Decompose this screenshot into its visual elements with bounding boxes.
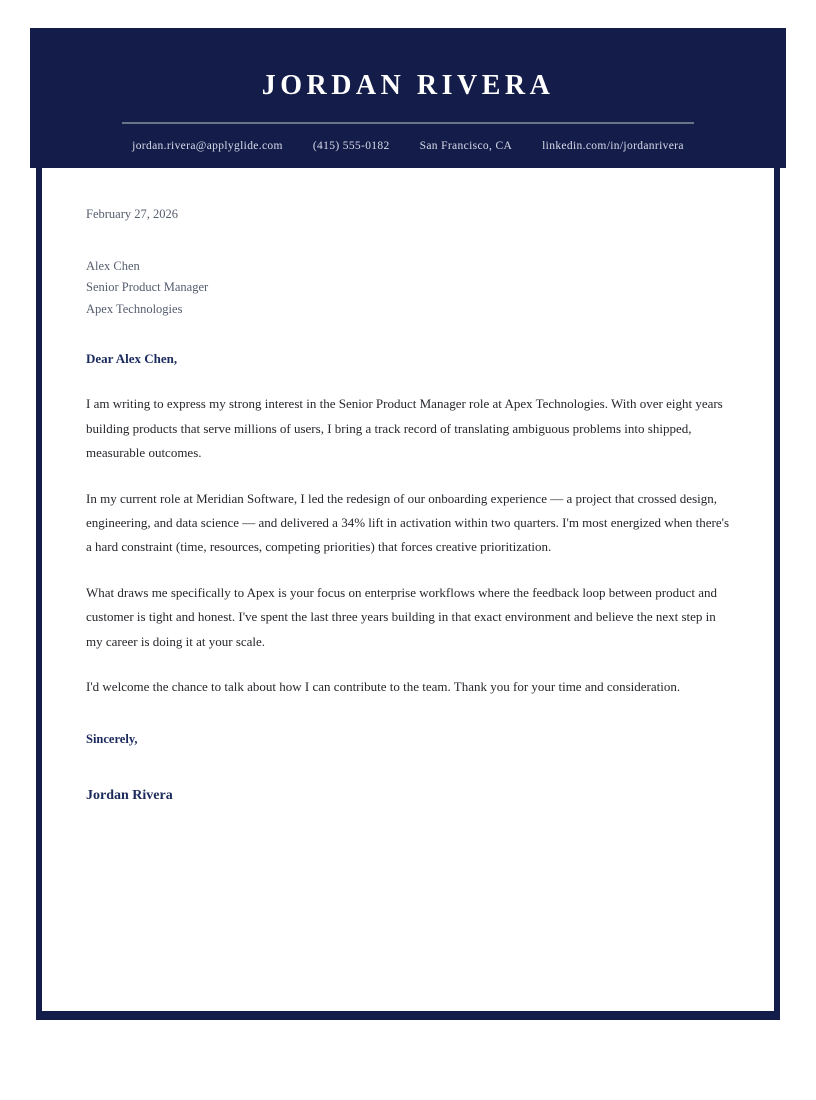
header-divider bbox=[122, 122, 694, 124]
body-paragraph-1: I am writing to express my strong interest in the Senior Product Manager role at Apex Technologies. With over eight years building products that serve millions of users, I bring a track record of translating ambiguous problems into shipped, measurable outcomes. bbox=[86, 396, 723, 461]
contact-phone[interactable]: (415) 555-0182 bbox=[312, 140, 390, 152]
body-paragraph-2: In my current role at Meridian Software, I led the redesign of our onboarding experience — a project that crossed design, engineering, and data science — and delivered a 34% lift in activation within two quarters. I'm most energized when there's a hard constraint (time, resources, competing priorities) that forces creative prioritization. bbox=[86, 490, 730, 555]
contact-linkedin[interactable]: linkedin.com/in/jordanrivera bbox=[542, 140, 684, 152]
contact-location: San Francisco, CA bbox=[419, 140, 513, 152]
recipient-title: Senior Product Manager bbox=[86, 280, 209, 294]
body-paragraph-3: What draws me specifically to Apex is your focus on enterprise workflows where the feedback loop between product and customer is tight and honest. I've spent the last three years building in that exact environment and believe the next step in my career is doing it at your scale. bbox=[86, 584, 718, 649]
letter-header bbox=[30, 28, 786, 168]
signature-name: Jordan Rivera bbox=[86, 788, 173, 804]
candidate-name: JORDAN RIVERA bbox=[261, 70, 555, 101]
recipient-company: Apex Technologies bbox=[86, 301, 183, 316]
salutation: Dear Alex Chen, bbox=[86, 351, 178, 366]
letter-body-card bbox=[36, 168, 780, 1020]
recipient-block bbox=[86, 256, 730, 321]
letter-body-inner bbox=[42, 168, 774, 806]
body-paragraph-4: I'd welcome the chance to talk about how I can contribute to the team. Thank you for your time and consideration. bbox=[86, 679, 681, 695]
letter-date: February 27, 2026 bbox=[86, 207, 178, 221]
closing-salutation: Sincerely, bbox=[86, 731, 138, 746]
contact-email[interactable]: jordan.rivera@applyglide.com bbox=[132, 140, 283, 152]
recipient-name: Alex Chen bbox=[86, 258, 140, 273]
contact-row bbox=[132, 141, 684, 153]
